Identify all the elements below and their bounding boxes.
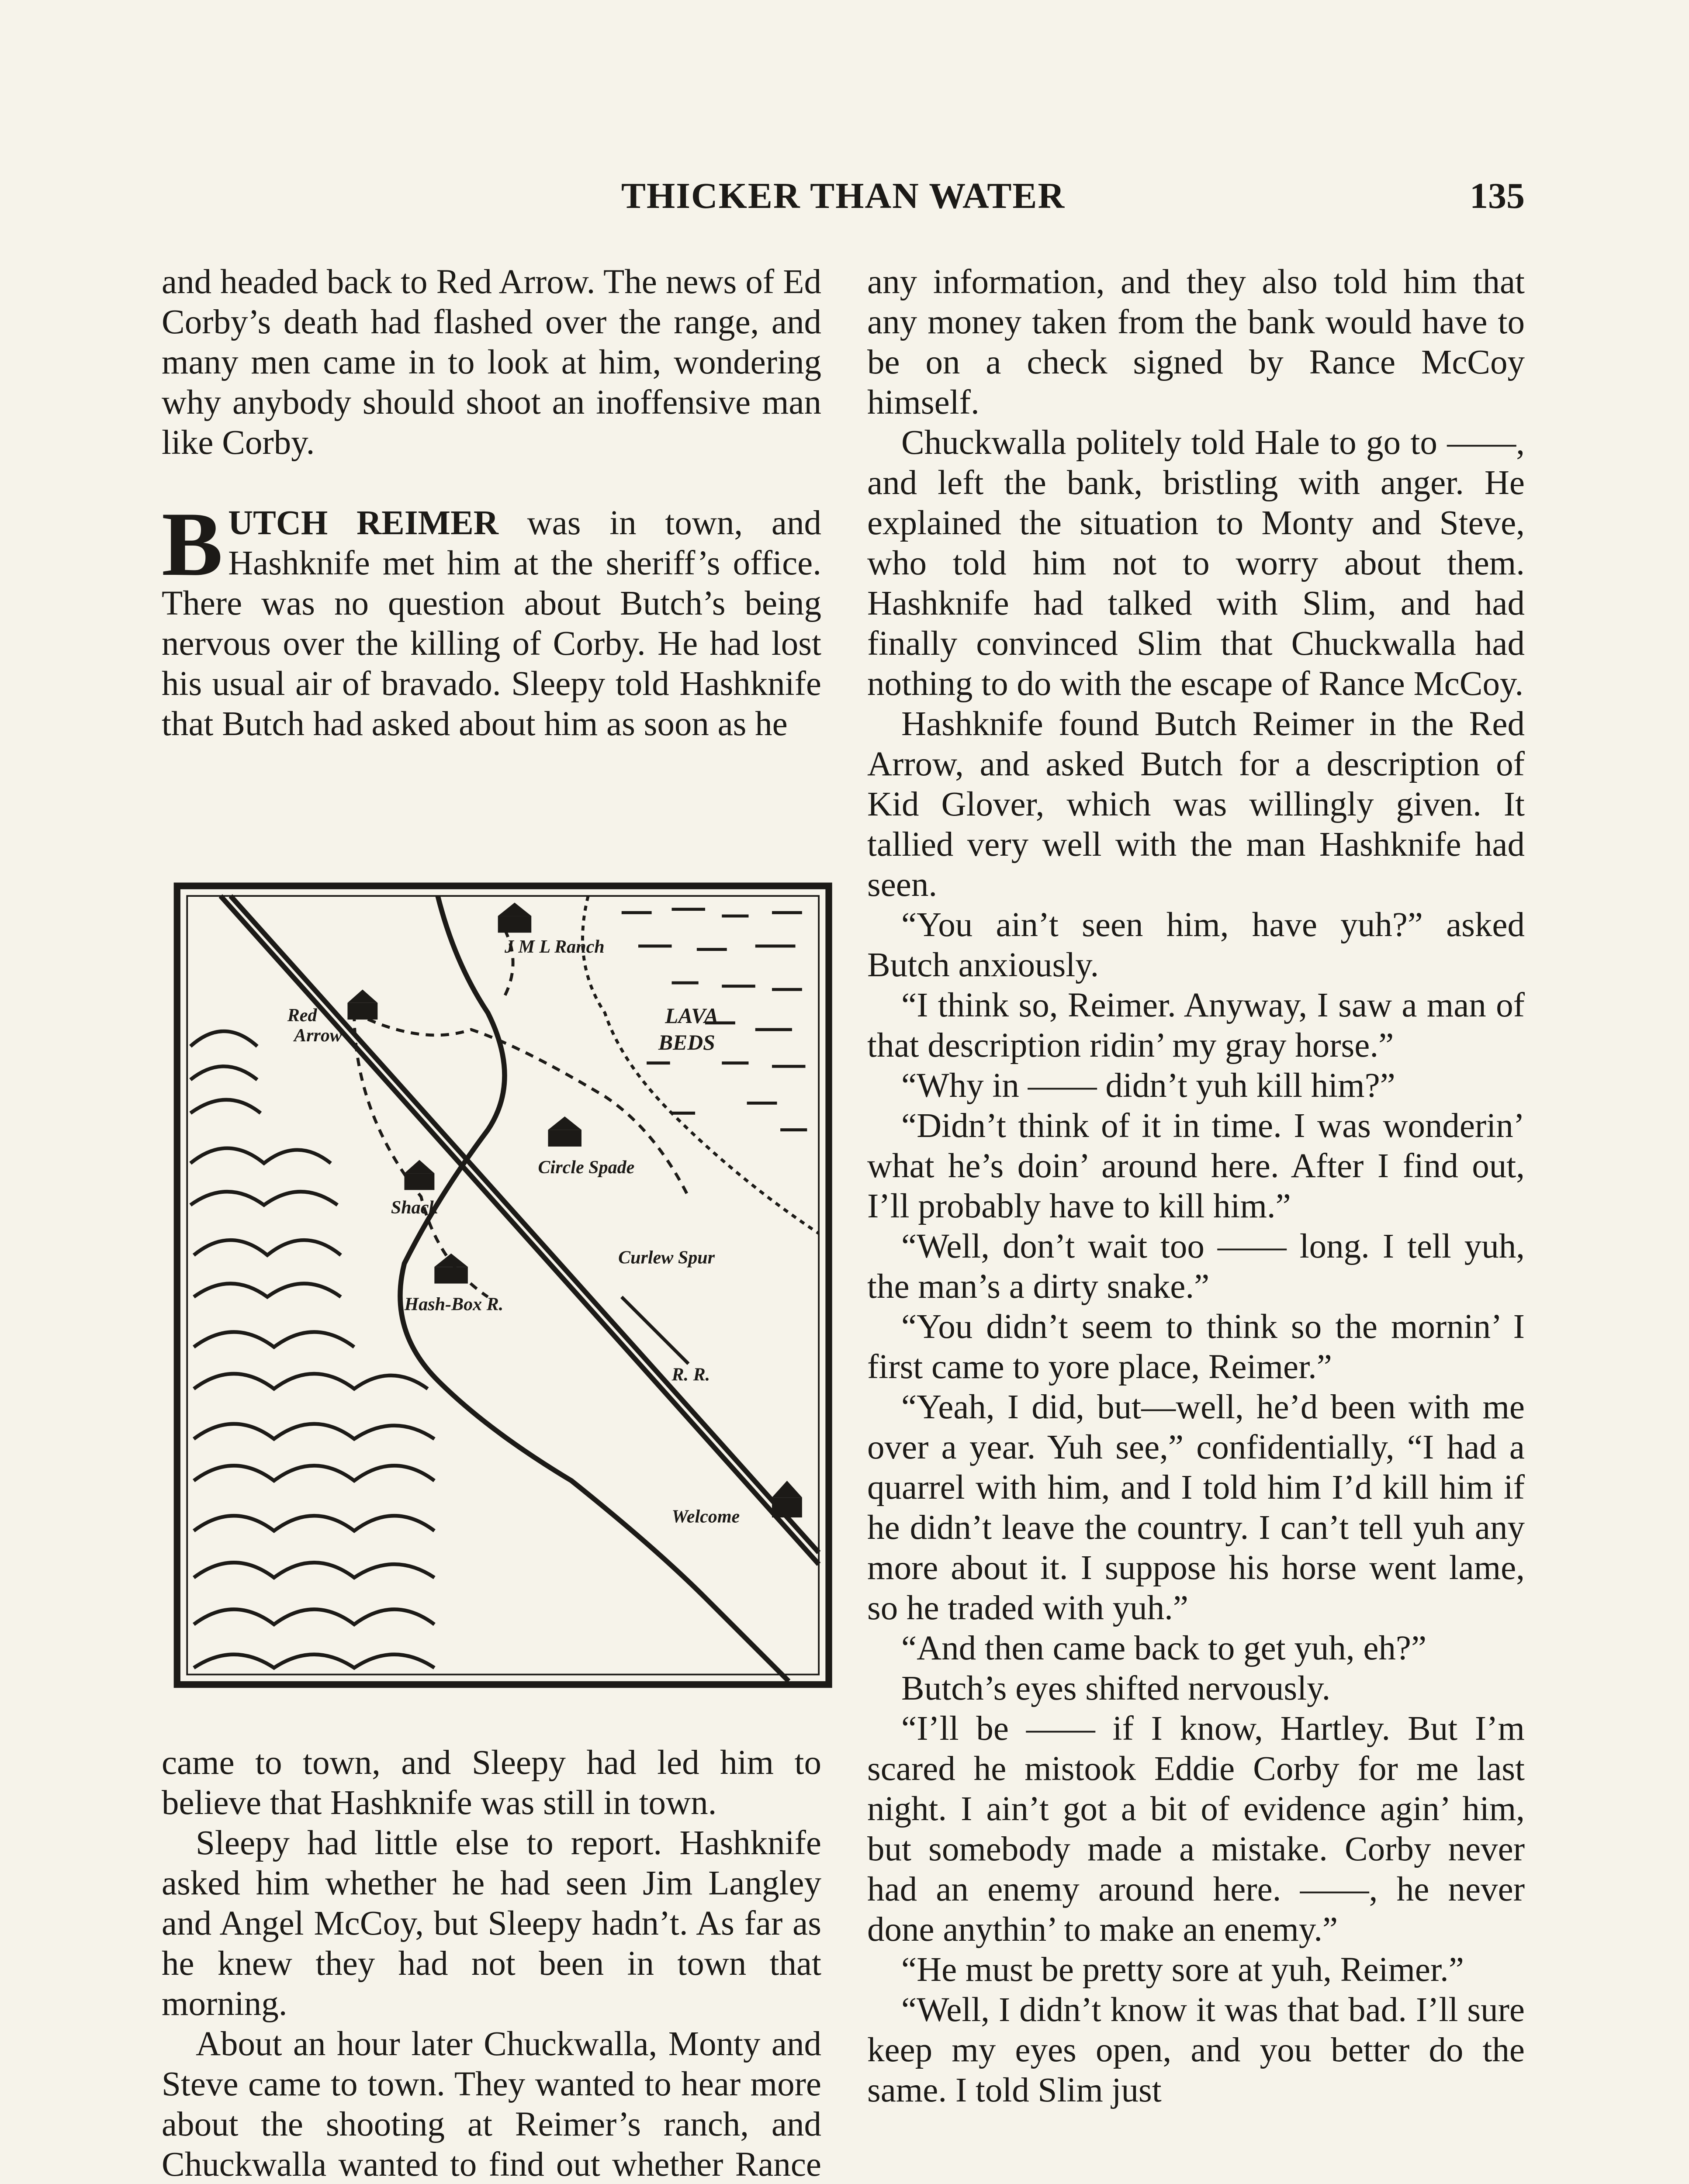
left-column-top <box>162 262 821 744</box>
paragraph: About an hour later Chuckwalla, Monty and Steve came to town. They wanted to hear more about the shooting at Reimer’s ranch, and Chuckwalla wanted to find out whether Rance <box>162 2025 821 2184</box>
paragraph: “Why in —— didn’t yuh kill him?” <box>901 1067 1395 1105</box>
label-beds: BEDS <box>658 1030 715 1055</box>
page-number: 135 <box>1470 176 1525 216</box>
section-text: was in town, and Hashknife met him at the sheriff’s office. There was no question about Butch’s being nervous over the killing of Corby. He had lost his usual air of bravado. Sleepy told Hashknife that Butch had asked about him as soon as he <box>162 504 821 743</box>
paragraph: “You ain’t seen him, have yuh?” asked Butch anxiously. <box>867 906 1525 984</box>
paragraph: “You didn’t seem to think so the mornin’ I first came to yore place, Reimer.” <box>867 1308 1525 1386</box>
section-opening-paragraph <box>162 494 821 744</box>
map-illustration <box>170 878 839 1699</box>
paragraph: Sleepy had little else to report. Hashknife asked him whether he had seen Jim Langley and Angel McCoy, but Sleepy hadn’t. As far as he knew they had not been in town that morning. <box>162 1824 821 2023</box>
paragraph: and headed back to Red Arrow. The news of Ed Corby’s death had flashed over the range, and many men came in to look at him, wondering why anybody should shoot an inoffensive man like Corby. <box>162 263 821 462</box>
river <box>400 896 789 1681</box>
map-frame <box>177 886 829 1684</box>
paragraph: any information, and they also told him that any money taken from the bank would have to be on a check signed by Rance McCoy himself. <box>867 263 1525 422</box>
label-hash-box: Hash-Box R. <box>404 1294 504 1315</box>
paragraph: “He must be pretty sore at yuh, Reimer.” <box>901 1951 1464 1989</box>
label-shack: Shack <box>391 1197 438 1218</box>
paragraph: Chuckwalla politely told Hale to go to ——, and left the bank, bristling with anger. He explained the situation to Monty and Steve, who told him not to worry about them. Hashknife had talked with Slim, and had finally convinced Slim that Chuckwalla had nothing to do with the escape of Rance McCoy. <box>867 424 1525 703</box>
paragraph: “Didn’t think of it in time. I was wonderin’ what he’s doin’ around here. After I find out, I’ll probably have to kill him.” <box>867 1107 1525 1225</box>
label-welcome: Welcome <box>671 1507 740 1527</box>
label-arrow: Arrow <box>294 1025 342 1046</box>
paragraph: “Yeah, I did, but—well, he’d been with me over a year. Yuh see,” confidentially, “I had a quarrel with him, and I told him I’d kill him if he didn’t leave the country. I can’t tell yuh any more about it. I suppose his horse went lame, so he traded with yuh.” <box>867 1388 1525 1627</box>
drop-cap: B <box>162 494 223 595</box>
lava-beds <box>583 896 819 1234</box>
label-curlew-spur: Curlew Spur <box>618 1248 715 1268</box>
mountains <box>190 1031 434 1668</box>
label-circle-spade: Circle Spade <box>538 1158 635 1178</box>
lead-words: UTCH REIMER <box>228 504 498 542</box>
left-column-bottom <box>162 1743 821 2184</box>
paragraph: Hashknife found Butch Reimer in the Red Arrow, and asked Butch for a description of Kid Glover, which was willingly given. It tallied very well with the man Hashknife had seen. <box>867 705 1525 904</box>
paragraph: “Well, don’t wait too —— long. I tell yuh, the man’s a dirty snake.” <box>867 1227 1525 1306</box>
label-red: Red <box>287 1006 317 1026</box>
paragraph: “Well, I didn’t know it was that bad. I’ll sure keep my eyes open, and you better do the same. I told Slim just <box>867 1991 1525 2109</box>
page-header <box>162 175 1525 223</box>
paragraph: Butch’s eyes shifted nervously. <box>901 1669 1331 1707</box>
paragraph: “I think so, Reimer. Anyway, I saw a man of that description ridin’ my gray horse.” <box>867 986 1525 1064</box>
label-lava: LAVA <box>665 1003 719 1028</box>
running-title: THICKER THAN WATER <box>621 176 1066 216</box>
paragraph: “And then came back to get yuh, eh?” <box>901 1629 1427 1667</box>
paragraph: came to town, and Sleepy had led him to believe that Hashknife was still in town. <box>162 1744 821 1822</box>
label-jml-ranch: J M L Ranch <box>505 937 605 957</box>
paragraph: “I’ll be —— if I know, Hartley. But I’m scared he mistook Eddie Corby for me last night. I ain’t got a bit of evidence agin’ him, but somebody made a mistake. Corby never had an enemy around here. ——, he never done anythin’ to make an enemy.” <box>867 1710 1525 1949</box>
right-column <box>867 262 1525 2111</box>
trails <box>354 930 689 1297</box>
label-rr: R. R. <box>671 1365 710 1385</box>
